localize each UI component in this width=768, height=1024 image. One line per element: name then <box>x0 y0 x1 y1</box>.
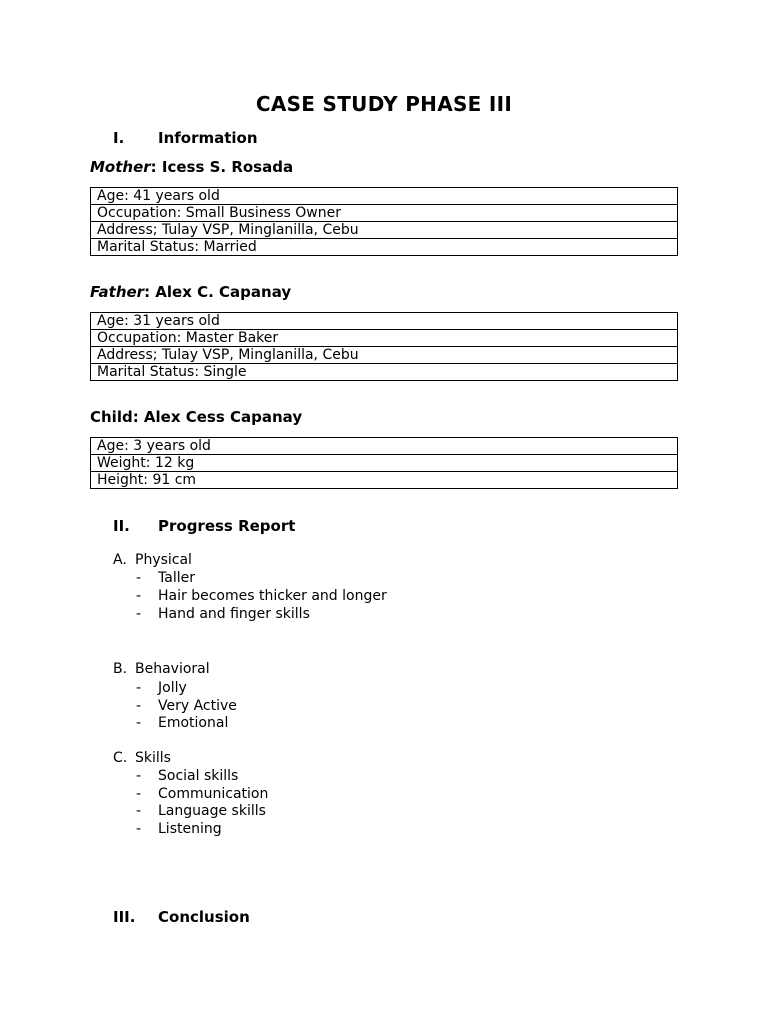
list-item-text: Language skills <box>158 803 266 819</box>
father-role: Father <box>90 283 145 301</box>
table-cell: Occupation: Small Business Owner <box>91 205 678 222</box>
bullet-dash: - <box>136 698 142 714</box>
subsection-letter: B. <box>113 661 128 677</box>
section-information-heading <box>113 129 413 149</box>
bullet-dash: - <box>136 715 142 731</box>
table-row <box>91 330 678 347</box>
bullet-dash: - <box>136 588 142 604</box>
subsection-behavioral <box>113 661 413 679</box>
subsection-label: Behavioral <box>135 661 210 677</box>
mother-role: Mother <box>90 158 151 176</box>
table-row <box>91 188 678 205</box>
subsection-skills <box>113 750 413 768</box>
section-number: III. <box>113 908 136 926</box>
child-info-table <box>90 437 678 489</box>
subsection-letter: A. <box>113 552 127 568</box>
list-item-text: Taller <box>158 570 195 586</box>
list-item <box>136 606 536 624</box>
list-item-text: Social skills <box>158 768 239 784</box>
table-cell: Age: 31 years old <box>91 313 678 330</box>
bullet-dash: - <box>136 768 142 784</box>
section-number: II. <box>113 517 130 535</box>
subsection-label: Skills <box>135 750 171 766</box>
list-item <box>136 715 536 733</box>
mother-name: : Icess S. Rosada <box>150 158 294 176</box>
bullet-dash: - <box>136 786 142 802</box>
mother-info-table <box>90 187 678 256</box>
table-cell: Age: 3 years old <box>91 438 678 455</box>
section-conclusion-heading <box>113 908 413 928</box>
table-row <box>91 313 678 330</box>
bullet-dash: - <box>136 606 142 622</box>
table-row <box>91 438 678 455</box>
bullet-dash: - <box>136 680 142 696</box>
bullet-dash: - <box>136 570 142 586</box>
list-item <box>136 786 536 804</box>
list-item <box>136 570 536 588</box>
list-item-text: Jolly <box>158 680 187 696</box>
table-cell: Address; Tulay VSP, Minglanilla, Cebu <box>91 347 678 364</box>
subsection-letter: C. <box>113 750 128 766</box>
list-item <box>136 588 536 606</box>
table-row <box>91 472 678 489</box>
table-cell: Weight: 12 kg <box>91 455 678 472</box>
table-row <box>91 455 678 472</box>
subsection-physical <box>113 552 413 570</box>
table-row <box>91 364 678 381</box>
list-item-text: Hand and finger skills <box>158 606 310 622</box>
table-cell: Marital Status: Single <box>91 364 678 381</box>
list-item-text: Very Active <box>158 698 237 714</box>
table-cell: Age: 41 years old <box>91 188 678 205</box>
list-item-text: Communication <box>158 786 269 802</box>
list-item <box>136 698 536 716</box>
list-item <box>136 680 536 698</box>
section-label: Conclusion <box>158 908 250 926</box>
list-item <box>136 768 536 786</box>
list-item <box>136 821 536 839</box>
table-row <box>91 222 678 239</box>
father-name: : Alex C. Capanay <box>144 283 292 301</box>
list-item <box>136 803 536 821</box>
father-heading <box>90 283 291 301</box>
subsection-label: Physical <box>135 552 192 568</box>
table-cell: Marital Status: Married <box>91 239 678 256</box>
list-item-text: Emotional <box>158 715 229 731</box>
bullet-dash: - <box>136 821 142 837</box>
table-row <box>91 239 678 256</box>
table-row <box>91 347 678 364</box>
section-label: Information <box>158 129 258 147</box>
table-row <box>91 205 678 222</box>
section-label: Progress Report <box>158 517 296 535</box>
list-item-text: Hair becomes thicker and longer <box>158 588 387 604</box>
child-heading: Child: Alex Cess Capanay <box>90 408 303 426</box>
bullet-dash: - <box>136 803 142 819</box>
section-progress-report-heading <box>113 517 413 537</box>
document-title: CASE STUDY PHASE III <box>255 92 513 116</box>
section-number: I. <box>113 129 125 147</box>
father-info-table <box>90 312 678 381</box>
table-cell: Occupation: Master Baker <box>91 330 678 347</box>
table-cell: Address; Tulay VSP, Minglanilla, Cebu <box>91 222 678 239</box>
table-cell: Height: 91 cm <box>91 472 678 489</box>
mother-heading <box>90 158 293 176</box>
list-item-text: Listening <box>158 821 222 837</box>
